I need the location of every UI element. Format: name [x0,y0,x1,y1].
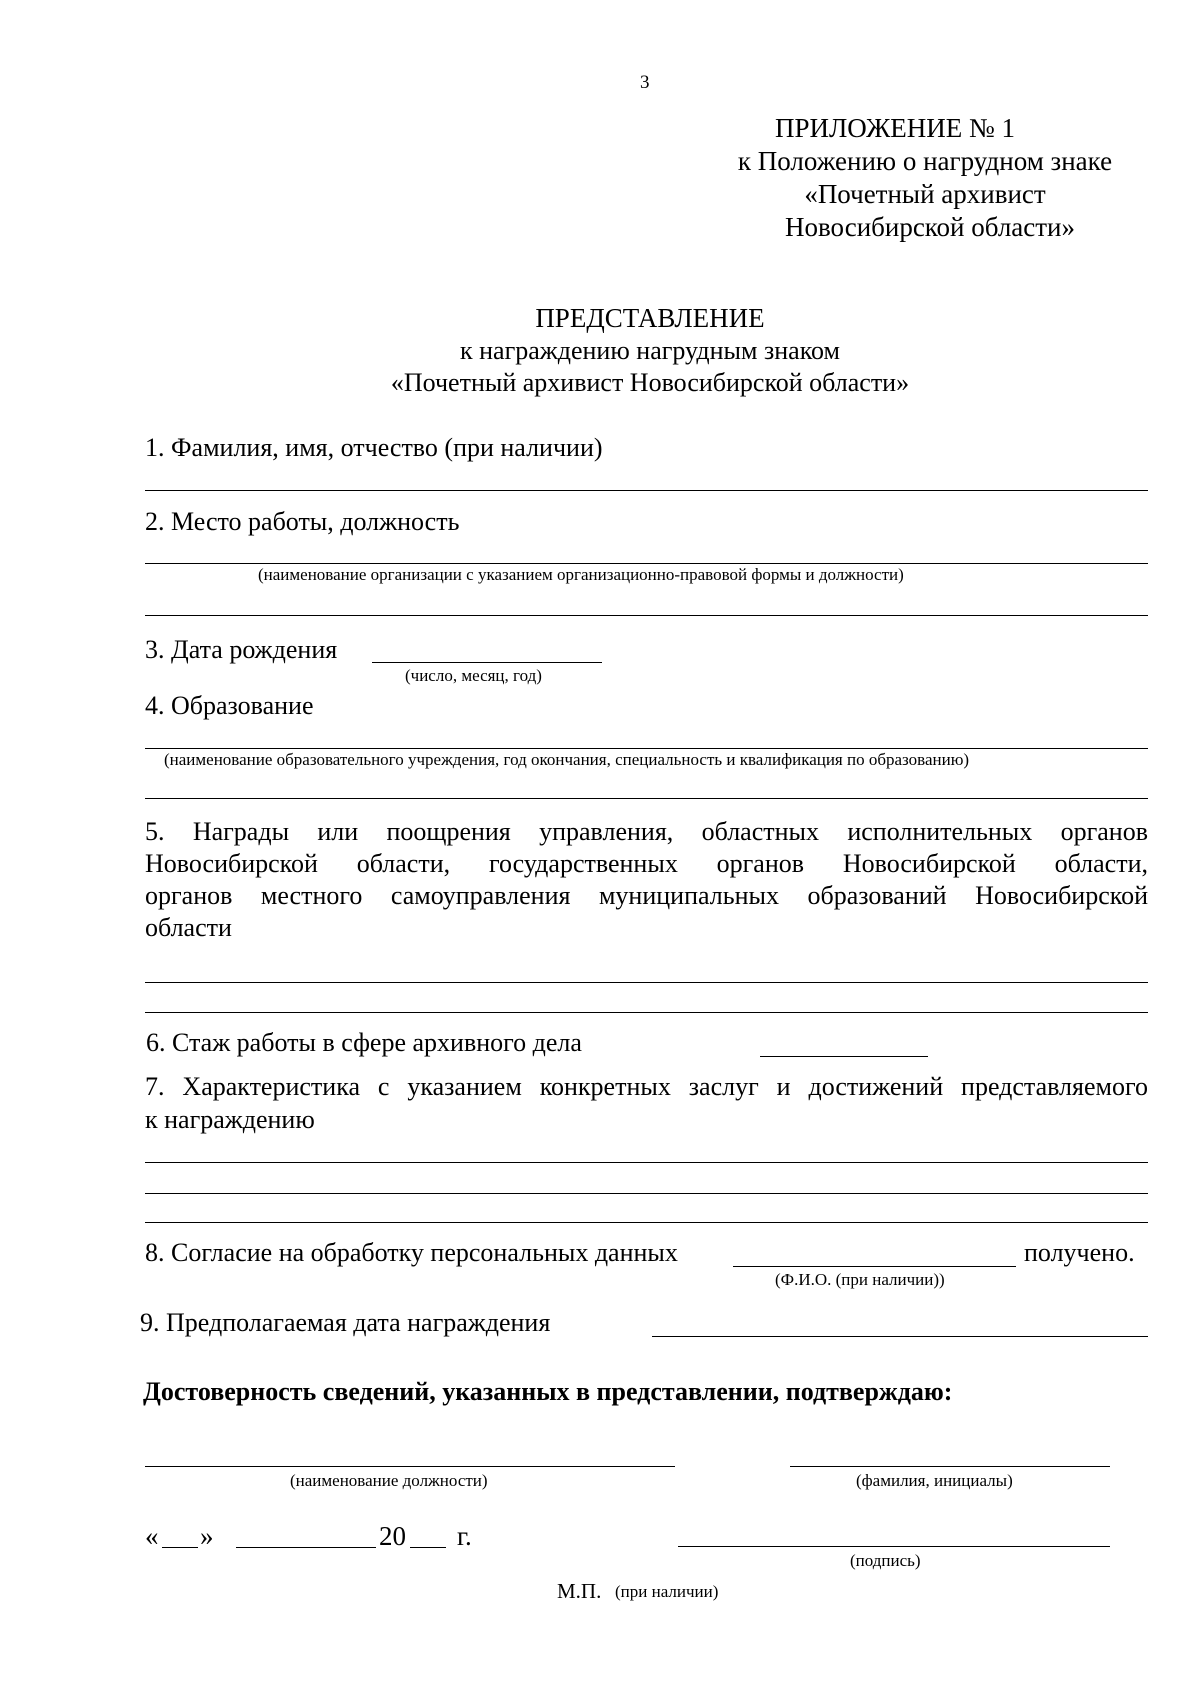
stamp-hint: (при наличии) [615,1582,719,1601]
page-number: 3 [640,72,650,93]
name-input-line[interactable] [790,1466,1110,1467]
item-8-suffix: получено. [1024,1238,1135,1267]
item-6-input-line[interactable] [760,1056,928,1057]
item-5-label: органов местного самоуправления муниципальных образований Новосибирской [145,881,1148,910]
stamp-label: М.П. [557,1579,602,1603]
item-5-label: области [145,913,232,942]
item-9-input-line[interactable] [652,1336,1148,1337]
document-subtitle: «Почетный архивист Новосибирской области» [390,368,910,397]
item-4-hint: (наименование образовательного учреждения, год окончания, специальность и квалификация по образованию) [164,750,970,769]
item-3-label: 3. Дата рождения [145,635,338,664]
day-input-line[interactable] [162,1547,198,1548]
item-8-label: 8. Согласие на обработку персональных данных [145,1238,678,1267]
appendix-title: ПРИЛОЖЕНИЕ № 1 [774,113,1016,143]
item-2-hint: (наименование организации с указанием организационно-правовой формы и должности) [258,565,904,584]
item-5-label: 5. Награды или поощрения управления, областных исполнительных органов [145,817,1148,846]
item-8-input-line[interactable] [733,1266,1016,1267]
signature-input-line[interactable] [678,1546,1110,1547]
month-input-line[interactable] [236,1547,376,1548]
item-7-input-line[interactable] [145,1162,1148,1163]
year-input-line[interactable] [410,1547,446,1548]
item-7-input-line-2[interactable] [145,1193,1148,1194]
item-2-input-line[interactable] [145,563,1148,564]
appendix-line: «Почетный архивист [804,179,1046,209]
date-open-quote: « [145,1521,159,1551]
document-subtitle: к награждению нагрудным знаком [460,336,840,365]
item-5-input-line[interactable] [145,982,1148,983]
position-hint: (наименование должности) [290,1471,488,1490]
item-4-input-line[interactable] [145,748,1148,749]
item-4-label: 4. Образование [145,691,314,720]
item-7-label: к награждению [145,1105,315,1134]
document-title: ПРЕДСТАВЛЕНИЕ [535,303,765,333]
position-input-line[interactable] [145,1466,675,1467]
signature-hint: (подпись) [850,1551,921,1570]
item-7-label: 7. Характеристика с указанием конкретных заслуг и достижений представляемого [145,1072,1148,1101]
item-5-label: Новосибирской области, государственных органов Новосибирской области, [145,849,1148,878]
item-2-label: 2. Место работы, должность [145,507,460,536]
item-9-label: 9. Предполагаемая дата награждения [140,1308,551,1337]
item-1-input-line[interactable] [145,490,1148,491]
appendix-line: Новосибирской области» [784,212,1076,242]
item-8-hint: (Ф.И.О. (при наличии)) [775,1270,945,1289]
item-2-input-line-2[interactable] [145,615,1148,616]
confirmation-heading: Достоверность сведений, указанных в представлении, подтверждаю: [143,1377,953,1406]
year-suffix: г. [457,1521,472,1551]
name-hint: (фамилия, инициалы) [856,1471,1013,1490]
item-3-input-line[interactable] [372,662,602,663]
item-7-input-line-3[interactable] [145,1222,1148,1223]
item-5-input-line-2[interactable] [145,1012,1148,1013]
item-6-label: 6. Стаж работы в сфере архивного дела [146,1028,582,1057]
year-prefix: 20 [379,1521,406,1551]
appendix-line: к Положению о нагрудном знаке [737,146,1113,176]
item-4-input-line-2[interactable] [145,798,1148,799]
date-close-quote: » [200,1521,214,1551]
item-3-hint: (число, месяц, год) [405,666,542,685]
item-1-label: 1. Фамилия, имя, отчество (при наличии) [145,433,603,462]
